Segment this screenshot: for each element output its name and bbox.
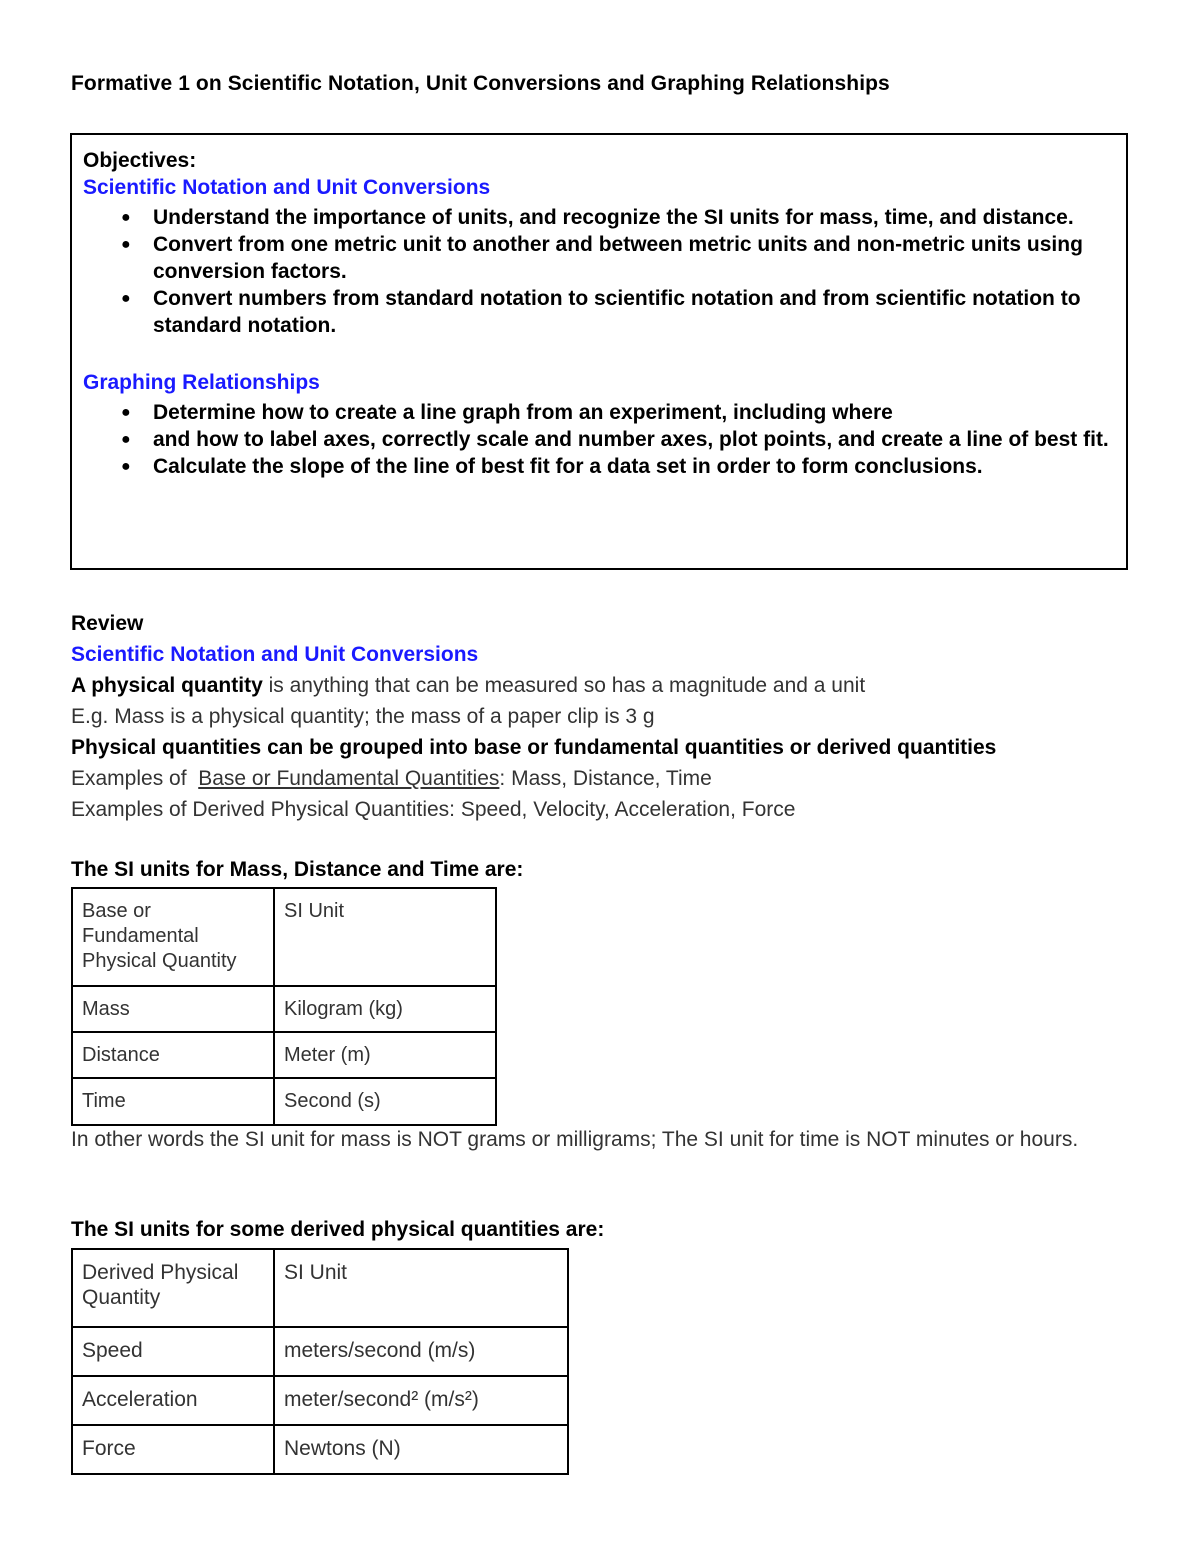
base-examples-suffix: : Mass, Distance, Time xyxy=(499,767,712,790)
list-item-text: Determine how to create a line graph from an experiment, including where xyxy=(153,401,893,424)
objectives-heading: Objectives: xyxy=(83,149,197,172)
base-examples-prefix: Examples of xyxy=(71,767,199,790)
list-item xyxy=(121,453,1116,480)
table-row xyxy=(72,1425,568,1474)
page-title: Formative 1 on Scientific Notation, Unit Conversions and Graphing Relationships xyxy=(71,72,890,95)
table-cell: Acceleration xyxy=(72,1376,274,1425)
table-header-cell: SI Unit xyxy=(274,1249,568,1327)
physical-quantity-term: A physical quantity xyxy=(71,674,263,697)
table-row xyxy=(72,1327,568,1376)
base-si-table xyxy=(71,887,497,1126)
table-row xyxy=(72,1032,496,1078)
review-line-grouping: Physical quantities can be grouped into base or fundamental quantities or derived quantities xyxy=(71,736,997,759)
derived-si-table xyxy=(71,1248,569,1475)
table-cell: Force xyxy=(72,1425,274,1474)
review-heading: Review xyxy=(71,612,144,635)
list-item xyxy=(121,426,1116,453)
table-cell: Meter (m) xyxy=(274,1032,496,1078)
list-item xyxy=(121,285,1116,339)
table-row xyxy=(72,1249,568,1327)
list-item xyxy=(121,231,1116,285)
table-header-cell: SI Unit xyxy=(274,888,496,986)
table-cell: Second (s) xyxy=(274,1078,496,1125)
list-item-text: Understand the importance of units, and recognize the SI units for mass, time, and distance. xyxy=(153,206,1074,229)
table-cell: Newtons (N) xyxy=(274,1425,568,1474)
table-cell: meters/second (m/s) xyxy=(274,1327,568,1376)
list-item-text: Calculate the slope of the line of best fit for a data set in order to form conclusions. xyxy=(153,455,983,478)
table-cell: Kilogram (kg) xyxy=(274,986,496,1032)
review-line-physical-quantity xyxy=(71,670,1151,701)
bullet-icon: ● xyxy=(121,458,131,475)
list-item-text: and how to label axes, correctly scale and number axes, plot points, and create a line of best fit. xyxy=(153,428,1109,451)
list-item-text: Convert from one metric unit to another and between metric units and non-metric units using conversion factors. xyxy=(153,233,1083,283)
table-cell: Distance xyxy=(72,1032,274,1078)
table-cell: Time xyxy=(72,1078,274,1125)
review-line-derived-examples: Examples of Derived Physical Quantities: Speed, Velocity, Acceleration, Force xyxy=(71,798,796,821)
review-line-example: E.g. Mass is a physical quantity; the mass of a paper clip is 3 g xyxy=(71,705,655,728)
bullet-icon: ● xyxy=(121,404,131,421)
review-line-base-examples xyxy=(71,763,1151,794)
table-header-cell: Base or Fundamental Physical Quantity xyxy=(72,888,274,986)
objectives-section1-heading: Scientific Notation and Unit Conversions xyxy=(83,176,491,199)
derived-table-title: The SI units for some derived physical quantities are: xyxy=(71,1218,605,1241)
table-row xyxy=(72,986,496,1032)
bullet-icon: ● xyxy=(121,431,131,448)
table-row xyxy=(72,888,496,986)
table-header-cell: Derived Physical Quantity xyxy=(72,1249,274,1327)
physical-quantity-definition: is anything that can be measured so has a magnitude and a unit xyxy=(262,674,866,697)
table-cell: Mass xyxy=(72,986,274,1032)
si-note-paragraph: In other words the SI unit for mass is NOT grams or milligrams; The SI unit for time is NOT minutes or hours. xyxy=(71,1128,1079,1151)
bullet-icon: ● xyxy=(121,209,131,226)
objectives-section2-list xyxy=(83,399,1116,480)
list-item xyxy=(121,399,1116,426)
bullet-icon: ● xyxy=(121,236,131,253)
table-row xyxy=(72,1078,496,1125)
objectives-section2-heading: Graphing Relationships xyxy=(83,371,320,394)
table-cell: meter/second² (m/s²) xyxy=(274,1376,568,1425)
base-table-title: The SI units for Mass, Distance and Time are: xyxy=(71,858,524,881)
objectives-section1-list xyxy=(83,204,1116,339)
bullet-icon: ● xyxy=(121,290,131,307)
list-item-text: Convert numbers from standard notation to scientific notation and from scientific notation to standard notation. xyxy=(153,287,1081,337)
objectives-box xyxy=(70,133,1128,570)
base-quantities-link-text: Base or Fundamental Quantities xyxy=(198,767,500,790)
table-cell: Speed xyxy=(72,1327,274,1376)
review-subheading: Scientific Notation and Unit Conversions xyxy=(71,643,479,666)
review-section xyxy=(71,608,1151,825)
list-item xyxy=(121,204,1116,231)
table-row xyxy=(72,1376,568,1425)
